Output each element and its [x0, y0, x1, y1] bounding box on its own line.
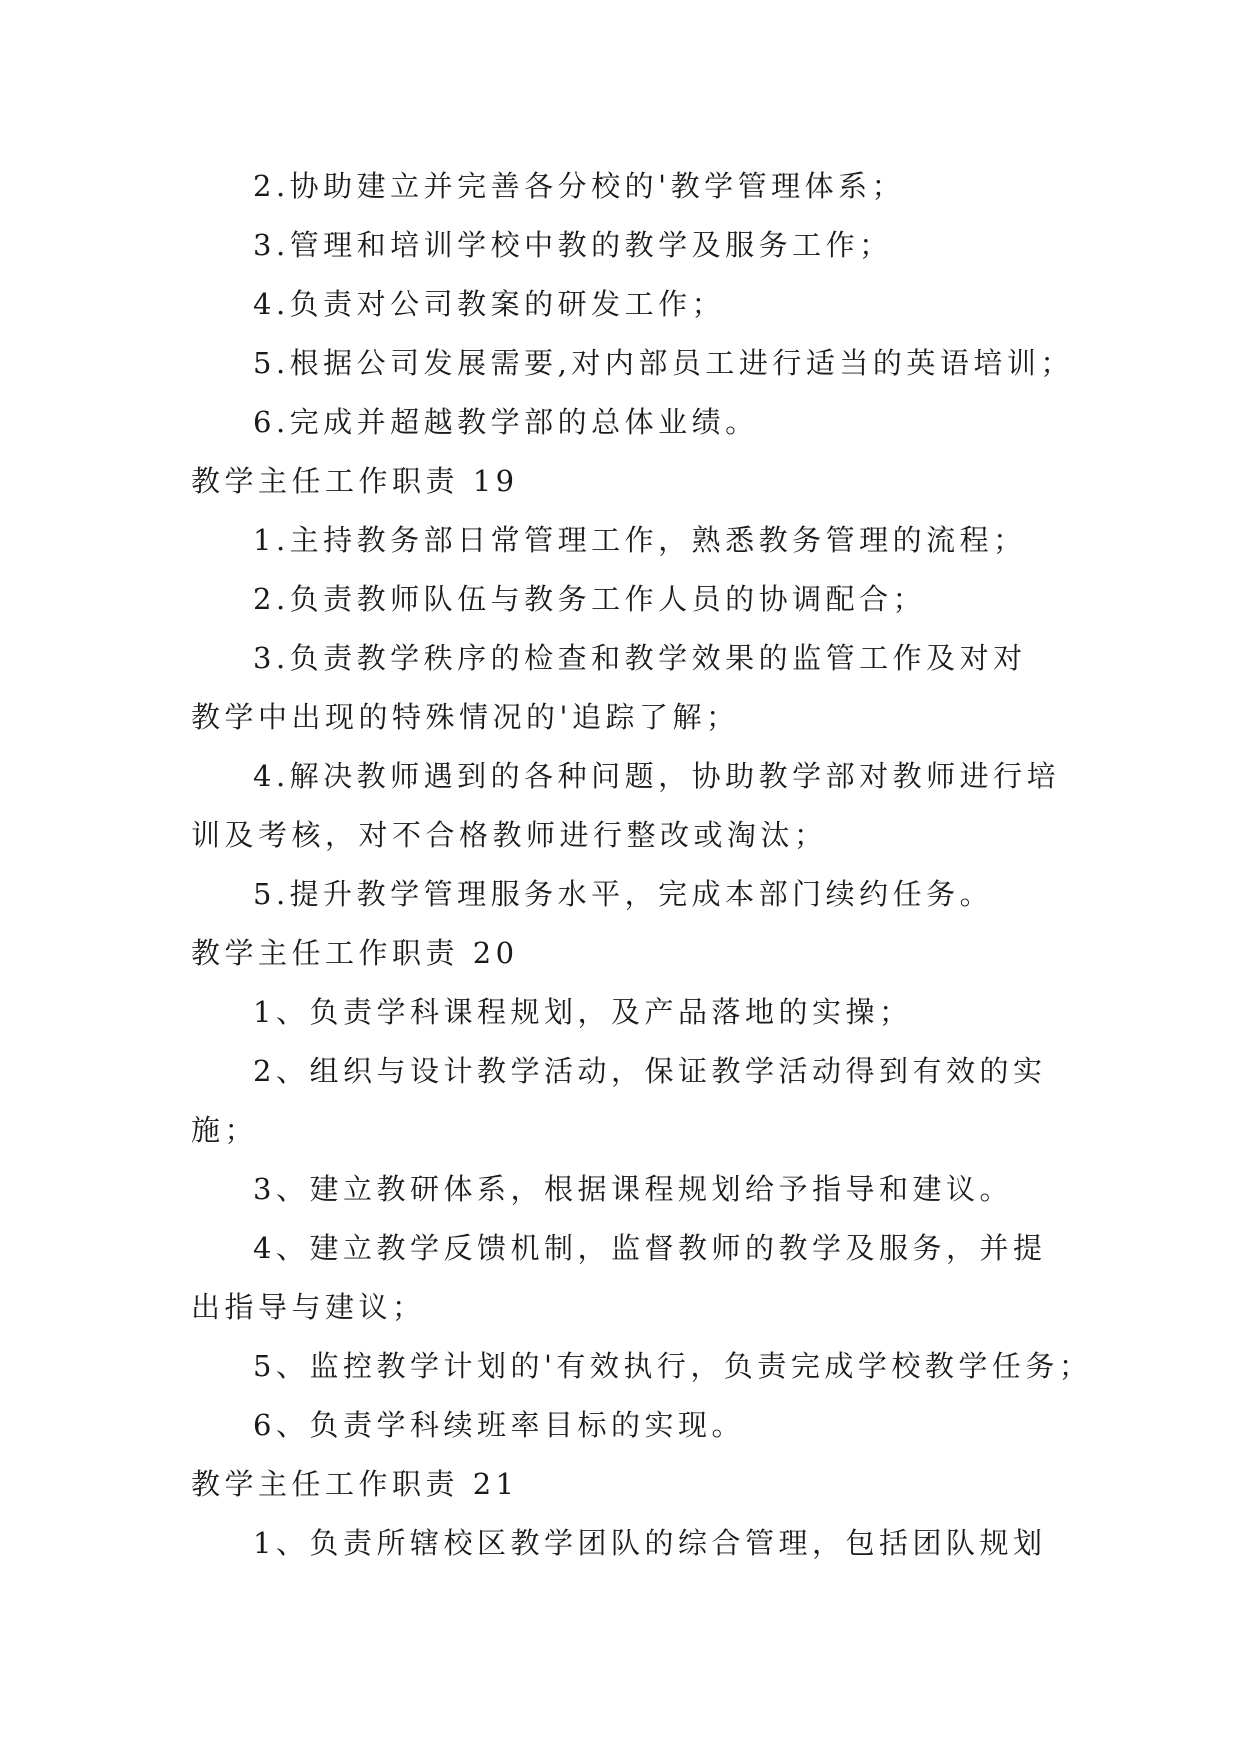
list-item: 4、建立教学反馈机制，监督教师的教学及服务，并提 [253, 1231, 1047, 1265]
list-item: 5.提升教学管理服务水平，完成本部门续约任务。 [253, 877, 994, 911]
list-item: 2、组织与设计教学活动，保证教学活动得到有效的实 [253, 1054, 1047, 1088]
list-item: 4.负责对公司教案的研发工作； [253, 287, 726, 321]
list-item-continuation: 出指导与建议； [191, 1290, 426, 1324]
list-item-continuation: 施； [191, 1113, 259, 1147]
list-item: 4.解决教师遇到的各种问题，协助教学部对教师进行培 [253, 759, 1061, 793]
list-item: 5.根据公司发展需要,对内部员工进行适当的英语培训； [253, 346, 1074, 380]
list-item: 6、负责学科续班率目标的实现。 [253, 1408, 745, 1442]
list-item: 3.负责教学秩序的检查和教学效果的监管工作及对对 [253, 641, 1027, 675]
list-item: 6.完成并超越教学部的总体业绩。 [253, 405, 759, 439]
list-item: 5、监控教学计划的'有效执行，负责完成学校教学任务； [253, 1349, 1093, 1383]
document-body [191, 157, 1093, 1573]
list-item-continuation: 教学中出现的特殊情况的'追踪了解； [191, 700, 740, 734]
list-item-continuation: 训及考核，对不合格教师进行整改或淘汰； [191, 818, 828, 852]
list-item: 1、负责学科课程规划，及产品落地的实操； [253, 995, 913, 1029]
list-item: 1.主持教务部日常管理工作，熟悉教务管理的流程； [253, 523, 1027, 557]
list-item: 1、负责所辖校区教学团队的综合管理，包括团队规划 [253, 1526, 1047, 1560]
list-item: 3.管理和培训学校中教的教学及服务工作； [253, 228, 893, 262]
section-heading: 教学主任工作职责 19 [191, 464, 519, 498]
list-item: 2.协助建立并完善各分校的'教学管理体系； [253, 169, 906, 203]
section-heading: 教学主任工作职责 21 [191, 1467, 519, 1501]
list-item: 2.负责教师队伍与教务工作人员的协调配合； [253, 582, 927, 616]
list-item: 3、建立教研体系，根据课程规划给予指导和建议。 [253, 1172, 1013, 1206]
section-heading: 教学主任工作职责 20 [191, 936, 519, 970]
